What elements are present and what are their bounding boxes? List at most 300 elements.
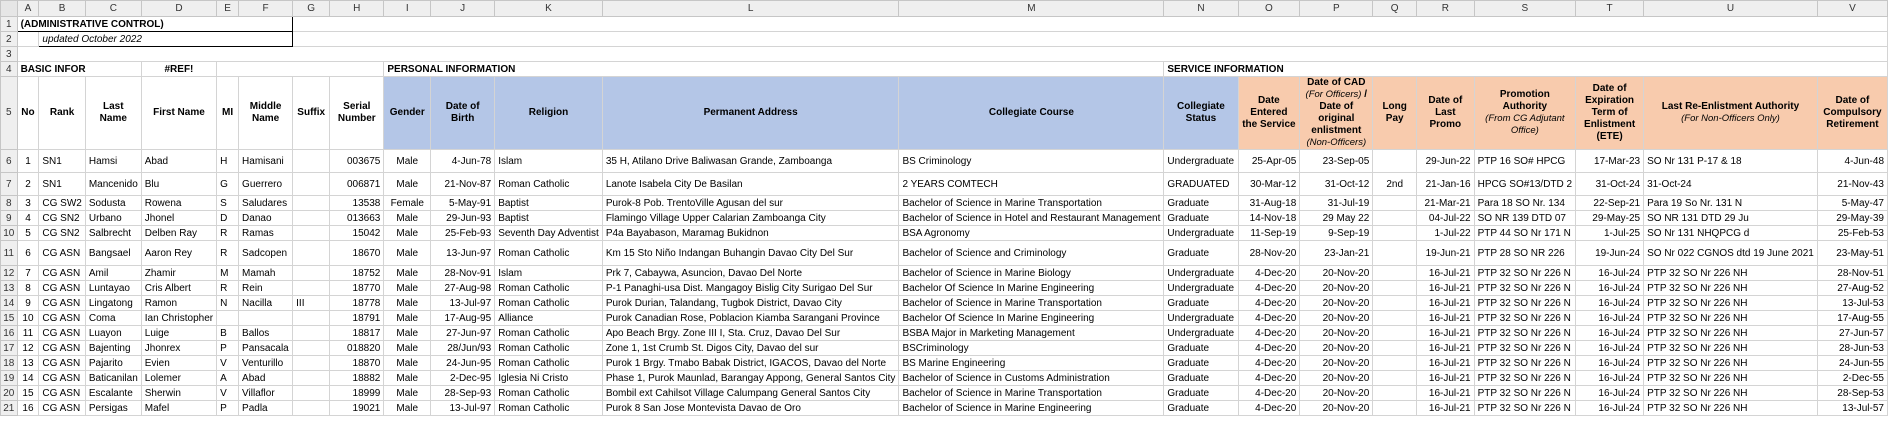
cell-long-pay[interactable] [1373,311,1417,326]
cell-rank[interactable]: CG ASN [39,386,85,401]
cell-compulsory-retirement[interactable]: 24-Jun-55 [1817,356,1887,371]
cell-ete[interactable]: 17-Mar-23 [1576,150,1644,173]
col-header[interactable]: T [1576,1,1644,17]
cell-religion[interactable]: Roman Catholic [495,173,603,196]
cell-religion[interactable]: Roman Catholic [495,241,603,266]
cell-date-cad[interactable]: 23-Jan-21 [1300,241,1373,266]
col-header[interactable]: U [1644,1,1818,17]
cell-religion[interactable]: Roman Catholic [495,341,603,356]
cell-first-name[interactable]: Abad [141,150,216,173]
cell-no[interactable]: 8 [17,281,39,296]
cell-reenlistment-authority[interactable]: PTP 32 SO Nr 226 NH [1644,371,1818,386]
cell-permanent-address[interactable]: Phase 1, Purok Maunlad, Barangay Appong, General Santos City [602,371,899,386]
row-header[interactable]: 12 [1,266,18,281]
col-header[interactable]: L [602,1,899,17]
header-religion[interactable]: Religion [495,77,603,150]
cell-permanent-address[interactable]: Lanote Isabela City De Basilan [602,173,899,196]
cell-date-of-birth[interactable]: 29-Jun-93 [431,211,495,226]
cell-collegiate-status[interactable]: Graduate [1164,241,1238,266]
cell-first-name[interactable]: Sherwin [141,386,216,401]
cell-last-name[interactable]: Hamsi [85,150,141,173]
col-header[interactable]: G [293,1,330,17]
cell-first-name[interactable]: Mafel [141,401,216,416]
cell-collegiate-status[interactable]: Graduate [1164,371,1238,386]
cell-promotion-authority[interactable]: PTP 28 SO NR 226 [1474,241,1575,266]
cell-gender[interactable]: Male [384,226,431,241]
cell-reenlistment-authority[interactable]: PTP 32 SO Nr 226 NH [1644,356,1818,371]
cell-ete[interactable]: 29-May-25 [1576,211,1644,226]
cell-first-name[interactable]: Blu [141,173,216,196]
empty-cell[interactable] [17,47,1887,62]
cell-suffix[interactable] [293,150,330,173]
cell-middle-name[interactable]: Villaflor [239,386,293,401]
cell-rank[interactable]: CG ASN [39,401,85,416]
cell-reenlistment-authority[interactable]: PTP 32 SO Nr 226 NH [1644,296,1818,311]
cell-promotion-authority[interactable]: Para 18 SO Nr. 134 [1474,196,1575,211]
cell-last-name[interactable]: Mancenido [85,173,141,196]
cell-religion[interactable]: Roman Catholic [495,356,603,371]
cell-last-promo[interactable]: 04-Jul-22 [1417,211,1475,226]
cell-date-of-birth[interactable]: 17-Aug-95 [431,311,495,326]
cell-compulsory-retirement[interactable]: 28-Nov-51 [1817,266,1887,281]
cell-serial-number[interactable]: 18817 [330,326,384,341]
cell-mi[interactable]: N [217,296,239,311]
cell-ete[interactable]: 19-Jun-24 [1576,241,1644,266]
cell-collegiate-course[interactable]: 2 YEARS COMTECH [899,173,1164,196]
header-last-name[interactable]: Last Name [85,77,141,150]
cell-mi[interactable]: S [217,196,239,211]
cell-ete[interactable]: 16-Jul-24 [1576,386,1644,401]
cell-promotion-authority[interactable]: PTP 32 SO Nr 226 N [1474,356,1575,371]
cell-first-name[interactable]: Delben Ray [141,226,216,241]
cell-no[interactable]: 15 [17,386,39,401]
cell-last-promo[interactable]: 21-Jan-16 [1417,173,1475,196]
col-header[interactable]: N [1164,1,1238,17]
row-header[interactable]: 9 [1,211,18,226]
header-gender[interactable]: Gender [384,77,431,150]
cell-serial-number[interactable]: 018820 [330,341,384,356]
cell-reenlistment-authority[interactable]: PTP 32 SO Nr 226 NH [1644,341,1818,356]
cell-middle-name[interactable]: Padla [239,401,293,416]
cell-ete[interactable]: 16-Jul-24 [1576,341,1644,356]
cell-first-name[interactable]: Ian Christopher [141,311,216,326]
cell-permanent-address[interactable]: P-1 Panaghi-usa Dist. Mangagoy Bislig City Surigao Del Sur [602,281,899,296]
row-header[interactable]: 13 [1,281,18,296]
cell-long-pay[interactable] [1373,211,1417,226]
cell-middle-name[interactable]: Sadcopen [239,241,293,266]
cell-gender[interactable]: Male [384,326,431,341]
cell-no[interactable]: 16 [17,401,39,416]
cell-no[interactable]: 10 [17,311,39,326]
cell-serial-number[interactable]: 18882 [330,371,384,386]
cell-suffix[interactable] [293,196,330,211]
cell-date-entered[interactable]: 4-Dec-20 [1238,296,1300,311]
cell-long-pay[interactable] [1373,386,1417,401]
cell-last-name[interactable]: Sodusta [85,196,141,211]
cell-gender[interactable]: Male [384,241,431,266]
cell-promotion-authority[interactable]: PTP 16 SO# HPCG [1474,150,1575,173]
empty-cell[interactable] [293,17,1888,32]
cell-long-pay[interactable] [1373,341,1417,356]
cell-mi[interactable]: R [217,241,239,266]
cell-permanent-address[interactable]: Purok 8 San Jose Montevista Davao de Oro [602,401,899,416]
cell-last-name[interactable]: Coma [85,311,141,326]
cell-no[interactable]: 11 [17,326,39,341]
cell-last-promo[interactable]: 16-Jul-21 [1417,281,1475,296]
header-ete[interactable]: Date of Expiration Term of Enlistment (ETE) [1576,77,1644,150]
cell-last-promo[interactable]: 16-Jul-21 [1417,266,1475,281]
empty-cell[interactable] [217,62,384,77]
cell-ete[interactable]: 16-Jul-24 [1576,326,1644,341]
cell-collegiate-course[interactable]: BS Marine Engineering [899,356,1164,371]
cell-date-cad[interactable]: 20-Nov-20 [1300,341,1373,356]
cell-collegiate-course[interactable]: Bachelor of Science in Marine Engineering [899,401,1164,416]
cell-date-entered[interactable]: 4-Dec-20 [1238,356,1300,371]
cell-last-promo[interactable]: 16-Jul-21 [1417,311,1475,326]
cell-first-name[interactable]: Zhamir [141,266,216,281]
cell-gender[interactable]: Male [384,296,431,311]
row-header[interactable]: 7 [1,173,18,196]
row-header[interactable]: 18 [1,356,18,371]
cell-collegiate-course[interactable]: BSA Agronomy [899,226,1164,241]
cell-mi[interactable]: V [217,386,239,401]
updated-note[interactable]: updated October 2022 [39,32,293,47]
cell-date-cad[interactable]: 20-Nov-20 [1300,356,1373,371]
header-last-promo[interactable]: Date of Last Promo [1417,77,1475,150]
cell-rank[interactable]: CG ASN [39,266,85,281]
cell-reenlistment-authority[interactable]: PTP 32 SO Nr 226 NH [1644,386,1818,401]
cell-serial-number[interactable]: 18999 [330,386,384,401]
cell-date-entered[interactable]: 4-Dec-20 [1238,401,1300,416]
cell-last-name[interactable]: Baticanilan [85,371,141,386]
admin-control-title[interactable]: (ADMINISTRATIVE CONTROL) [17,17,293,32]
cell-suffix[interactable]: III [293,296,330,311]
cell-permanent-address[interactable]: Apo Beach Brgy. Zone III I, Sta. Cruz, Davao Del Sur [602,326,899,341]
cell-permanent-address[interactable]: Purok-8 Pob. TrentoVille Agusan del sur [602,196,899,211]
cell-religion[interactable]: Seventh Day Adventist [495,226,603,241]
cell-last-promo[interactable]: 19-Jun-21 [1417,241,1475,266]
cell-date-cad[interactable]: 20-Nov-20 [1300,311,1373,326]
cell-promotion-authority[interactable]: PTP 32 SO Nr 226 N [1474,326,1575,341]
cell-date-of-birth[interactable]: 25-Feb-93 [431,226,495,241]
cell-collegiate-course[interactable]: Bachelor of Science and Criminology [899,241,1164,266]
row-header[interactable]: 19 [1,371,18,386]
cell-last-promo[interactable]: 16-Jul-21 [1417,401,1475,416]
cell-date-of-birth[interactable]: 13-Jul-97 [431,296,495,311]
cell-promotion-authority[interactable]: PTP 32 SO Nr 226 N [1474,386,1575,401]
cell-ete[interactable]: 16-Jul-24 [1576,296,1644,311]
cell-date-of-birth[interactable]: 28-Sep-93 [431,386,495,401]
cell-middle-name[interactable]: Saludares [239,196,293,211]
cell-gender[interactable]: Female [384,196,431,211]
cell-reenlistment-authority[interactable]: Para 19 So Nr. 131 N [1644,196,1818,211]
cell-middle-name[interactable]: Mamah [239,266,293,281]
cell-ete[interactable]: 16-Jul-24 [1576,266,1644,281]
cell-date-of-birth[interactable]: 5-May-91 [431,196,495,211]
cell-long-pay[interactable] [1373,281,1417,296]
cell-date-entered[interactable]: 4-Dec-20 [1238,326,1300,341]
cell-collegiate-course[interactable]: Bachelor of Science in Customs Administration [899,371,1164,386]
col-header[interactable]: P [1300,1,1373,17]
cell-date-of-birth[interactable]: 28-Nov-91 [431,266,495,281]
cell-first-name[interactable]: Aaron Rey [141,241,216,266]
cell-collegiate-status[interactable]: GRADUATED [1164,173,1238,196]
cell-gender[interactable]: Male [384,266,431,281]
cell-religion[interactable]: Roman Catholic [495,386,603,401]
cell-mi[interactable]: M [217,266,239,281]
cell-date-cad[interactable]: 23-Sep-05 [1300,150,1373,173]
select-all-corner[interactable] [1,1,18,17]
cell-reenlistment-authority[interactable]: SO NR 131 DTD 29 Ju [1644,211,1818,226]
cell-permanent-address[interactable]: Flamingo Village Upper Calarian Zamboanga City [602,211,899,226]
cell-mi[interactable]: R [217,281,239,296]
cell-gender[interactable]: Male [384,311,431,326]
cell-long-pay[interactable] [1373,196,1417,211]
cell-religion[interactable]: Roman Catholic [495,281,603,296]
cell-last-name[interactable]: Luntayao [85,281,141,296]
col-header[interactable]: I [384,1,431,17]
header-permanent-address[interactable]: Permanent Address [602,77,899,150]
cell-religion[interactable]: Alliance [495,311,603,326]
header-promotion-authority[interactable] [1474,77,1575,150]
cell-date-cad[interactable]: 20-Nov-20 [1300,386,1373,401]
cell-compulsory-retirement[interactable]: 17-Aug-55 [1817,311,1887,326]
cell-promotion-authority[interactable]: PTP 32 SO Nr 226 N [1474,266,1575,281]
header-long-pay[interactable]: Long Pay [1373,77,1417,150]
cell-date-entered[interactable]: 11-Sep-19 [1238,226,1300,241]
header-serial-number[interactable]: Serial Number [330,77,384,150]
cell-promotion-authority[interactable]: PTP 32 SO Nr 226 N [1474,341,1575,356]
cell-first-name[interactable]: Cris Albert [141,281,216,296]
cell-long-pay[interactable] [1373,356,1417,371]
cell-compulsory-retirement[interactable]: 21-Nov-43 [1817,173,1887,196]
cell-promotion-authority[interactable]: PTP 32 SO Nr 226 N [1474,371,1575,386]
cell-collegiate-status[interactable]: Undergraduate [1164,326,1238,341]
cell-last-promo[interactable]: 16-Jul-21 [1417,371,1475,386]
cell-ete[interactable]: 16-Jul-24 [1576,356,1644,371]
cell-collegiate-course[interactable]: BS Criminology [899,150,1164,173]
cell-middle-name[interactable]: Abad [239,371,293,386]
header-date-entered[interactable]: Date Entered the Service [1238,77,1300,150]
cell-mi[interactable]: B [217,326,239,341]
cell-last-name[interactable]: Salbrecht [85,226,141,241]
cell-no[interactable]: 12 [17,341,39,356]
cell-date-of-birth[interactable]: 13-Jul-97 [431,401,495,416]
cell-mi[interactable]: H [217,150,239,173]
cell-reenlistment-authority[interactable]: SO Nr 131 P-17 & 18 [1644,150,1818,173]
cell-rank[interactable]: CG ASN [39,341,85,356]
cell-compulsory-retirement[interactable]: 13-Jul-53 [1817,296,1887,311]
cell-serial-number[interactable]: 18752 [330,266,384,281]
cell-first-name[interactable]: Jhonel [141,211,216,226]
cell-date-cad[interactable]: 20-Nov-20 [1300,296,1373,311]
cell-promotion-authority[interactable]: HPCG SO#13/DTD 2 [1474,173,1575,196]
cell-date-of-birth[interactable]: 13-Jun-97 [431,241,495,266]
row-header[interactable]: 17 [1,341,18,356]
row-header[interactable]: 1 [1,17,18,32]
cell-date-of-birth[interactable]: 27-Jun-97 [431,326,495,341]
row-header[interactable]: 11 [1,241,18,266]
cell-date-of-birth[interactable]: 4-Jun-78 [431,150,495,173]
row-header[interactable]: 20 [1,386,18,401]
cell-long-pay[interactable] [1373,371,1417,386]
col-header[interactable]: R [1417,1,1475,17]
cell-date-entered[interactable]: 4-Dec-20 [1238,266,1300,281]
cell-ete[interactable]: 16-Jul-24 [1576,281,1644,296]
cell-middle-name[interactable]: Ballos [239,326,293,341]
row-header[interactable]: 10 [1,226,18,241]
cell-first-name[interactable]: Ramon [141,296,216,311]
cell-last-name[interactable]: Bangsael [85,241,141,266]
cell-promotion-authority[interactable]: PTP 32 SO Nr 226 N [1474,401,1575,416]
cell-promotion-authority[interactable]: PTP 44 SO Nr 171 N [1474,226,1575,241]
cell-long-pay[interactable] [1373,326,1417,341]
cell-collegiate-status[interactable]: Undergraduate [1164,311,1238,326]
cell-first-name[interactable]: Luige [141,326,216,341]
row-header[interactable]: 14 [1,296,18,311]
cell-date-cad[interactable]: 20-Nov-20 [1300,371,1373,386]
cell-first-name[interactable]: Lolemer [141,371,216,386]
cell-no[interactable]: 14 [17,371,39,386]
cell-ete[interactable]: 16-Jul-24 [1576,311,1644,326]
cell-compulsory-retirement[interactable]: 5-May-47 [1817,196,1887,211]
cell-suffix[interactable] [293,241,330,266]
cell-middle-name[interactable]: Hamisani [239,150,293,173]
cell-permanent-address[interactable]: Purok 1 Brgy. Tmabo Babak District, IGACOS, Davao del Norte [602,356,899,371]
cell-mi[interactable]: P [217,341,239,356]
cell-serial-number[interactable]: 18670 [330,241,384,266]
header-mi[interactable]: MI [217,77,239,150]
cell-rank[interactable]: CG SN2 [39,226,85,241]
cell-collegiate-status[interactable]: Undergraduate [1164,266,1238,281]
cell-long-pay[interactable]: 2nd [1373,173,1417,196]
col-header[interactable]: C [85,1,141,17]
cell-gender[interactable]: Male [384,386,431,401]
cell-religion[interactable]: Roman Catholic [495,296,603,311]
cell-gender[interactable]: Male [384,281,431,296]
cell-collegiate-status[interactable]: Undergraduate [1164,226,1238,241]
col-header[interactable]: E [217,1,239,17]
cell-date-entered[interactable]: 28-Nov-20 [1238,241,1300,266]
cell-reenlistment-authority[interactable]: SO Nr 022 CGNOS dtd 19 June 2021 [1644,241,1818,266]
cell-middle-name[interactable]: Pansacala [239,341,293,356]
col-header[interactable]: M [899,1,1164,17]
cell-collegiate-status[interactable]: Graduate [1164,296,1238,311]
cell-suffix[interactable] [293,371,330,386]
cell-collegiate-course[interactable]: Bachelor Of Science In Marine Engineering [899,311,1164,326]
cell-collegiate-status[interactable]: Graduate [1164,211,1238,226]
cell-religion[interactable]: Islam [495,266,603,281]
cell-compulsory-retirement[interactable]: 27-Jun-57 [1817,326,1887,341]
cell-last-promo[interactable]: 29-Jun-22 [1417,150,1475,173]
cell-reenlistment-authority[interactable]: PTP 32 SO Nr 226 NH [1644,401,1818,416]
col-header[interactable]: Q [1373,1,1417,17]
cell-permanent-address[interactable]: Purok Canadian Rose, Poblacion Kiamba Sarangani Province [602,311,899,326]
cell-reenlistment-authority[interactable]: 31-Oct-24 [1644,173,1818,196]
cell-last-promo[interactable]: 16-Jul-21 [1417,341,1475,356]
cell-rank[interactable]: CG ASN [39,296,85,311]
cell-ete[interactable]: 1-Jul-25 [1576,226,1644,241]
col-header[interactable]: J [431,1,495,17]
cell-long-pay[interactable] [1373,296,1417,311]
cell-compulsory-retirement[interactable]: 4-Jun-48 [1817,150,1887,173]
cell-permanent-address[interactable]: Km 15 Sto Niño Indangan Buhangin Davao City Del Sur [602,241,899,266]
cell-suffix[interactable] [293,341,330,356]
cell-gender[interactable]: Male [384,211,431,226]
cell-date-cad[interactable]: 9-Sep-19 [1300,226,1373,241]
cell-compulsory-retirement[interactable]: 2-Dec-55 [1817,371,1887,386]
cell-middle-name[interactable]: Ramas [239,226,293,241]
cell-date-cad[interactable]: 31-Jul-19 [1300,196,1373,211]
cell-no[interactable]: 2 [17,173,39,196]
cell-collegiate-course[interactable]: Bachelor Of Science In Marine Engineering [899,281,1164,296]
cell-collegiate-status[interactable]: Graduate [1164,341,1238,356]
cell-reenlistment-authority[interactable]: PTP 32 SO Nr 226 NH [1644,266,1818,281]
cell-compulsory-retirement[interactable]: 28-Jun-53 [1817,341,1887,356]
header-compulsory-retirement[interactable]: Date of Compulsory Retirement [1817,77,1887,150]
cell-date-cad[interactable]: 20-Nov-20 [1300,266,1373,281]
col-header[interactable]: V [1817,1,1887,17]
cell-middle-name[interactable] [239,311,293,326]
cell-compulsory-retirement[interactable]: 28-Sep-53 [1817,386,1887,401]
cell-serial-number[interactable]: 006871 [330,173,384,196]
cell-date-entered[interactable]: 14-Nov-18 [1238,211,1300,226]
cell-no[interactable]: 5 [17,226,39,241]
cell-serial-number[interactable]: 013663 [330,211,384,226]
cell-suffix[interactable] [293,401,330,416]
cell-ete[interactable]: 16-Jul-24 [1576,401,1644,416]
cell-compulsory-retirement[interactable]: 27-Aug-52 [1817,281,1887,296]
row-header[interactable]: 3 [1,47,18,62]
cell-last-name[interactable]: Luayon [85,326,141,341]
cell-suffix[interactable] [293,226,330,241]
row-header[interactable]: 15 [1,311,18,326]
cell-promotion-authority[interactable]: PTP 32 SO Nr 226 N [1474,281,1575,296]
cell-date-of-birth[interactable]: 28/Jun/93 [431,341,495,356]
cell-long-pay[interactable] [1373,150,1417,173]
cell-serial-number[interactable]: 18770 [330,281,384,296]
cell-rank[interactable]: CG ASN [39,326,85,341]
cell-no[interactable]: 13 [17,356,39,371]
cell-serial-number[interactable]: 003675 [330,150,384,173]
cell-gender[interactable]: Male [384,401,431,416]
cell-last-promo[interactable]: 16-Jul-21 [1417,326,1475,341]
cell-collegiate-course[interactable]: Bachelor of Science in Marine Transportation [899,196,1164,211]
cell-date-entered[interactable]: 4-Dec-20 [1238,311,1300,326]
header-collegiate-course[interactable]: Collegiate Course [899,77,1164,150]
cell-permanent-address[interactable]: Purok Durian, Talandang, Tugbok District, Davao City [602,296,899,311]
header-date-cad[interactable] [1300,77,1373,150]
cell-religion[interactable]: Baptist [495,196,603,211]
cell-collegiate-course[interactable]: BSCriminology [899,341,1164,356]
cell-serial-number[interactable]: 19021 [330,401,384,416]
cell-suffix[interactable] [293,281,330,296]
cell-permanent-address[interactable]: 35 H, Atilano Drive Baliwasan Grande, Zamboanga [602,150,899,173]
col-header[interactable]: H [330,1,384,17]
cell-serial-number[interactable]: 18791 [330,311,384,326]
cell-gender[interactable]: Male [384,150,431,173]
cell-reenlistment-authority[interactable]: PTP 32 SO Nr 226 NH [1644,326,1818,341]
cell-ete[interactable]: 31-Oct-24 [1576,173,1644,196]
cell-long-pay[interactable] [1373,401,1417,416]
cell-religion[interactable]: Iglesia Ni Cristo [495,371,603,386]
cell-serial-number[interactable]: 18870 [330,356,384,371]
cell-middle-name[interactable]: Nacilla [239,296,293,311]
ref-error-cell[interactable]: #REF! [141,62,216,77]
cell-last-name[interactable]: Lingatong [85,296,141,311]
cell-collegiate-status[interactable]: Graduate [1164,196,1238,211]
row-header[interactable]: 5 [1,77,18,150]
